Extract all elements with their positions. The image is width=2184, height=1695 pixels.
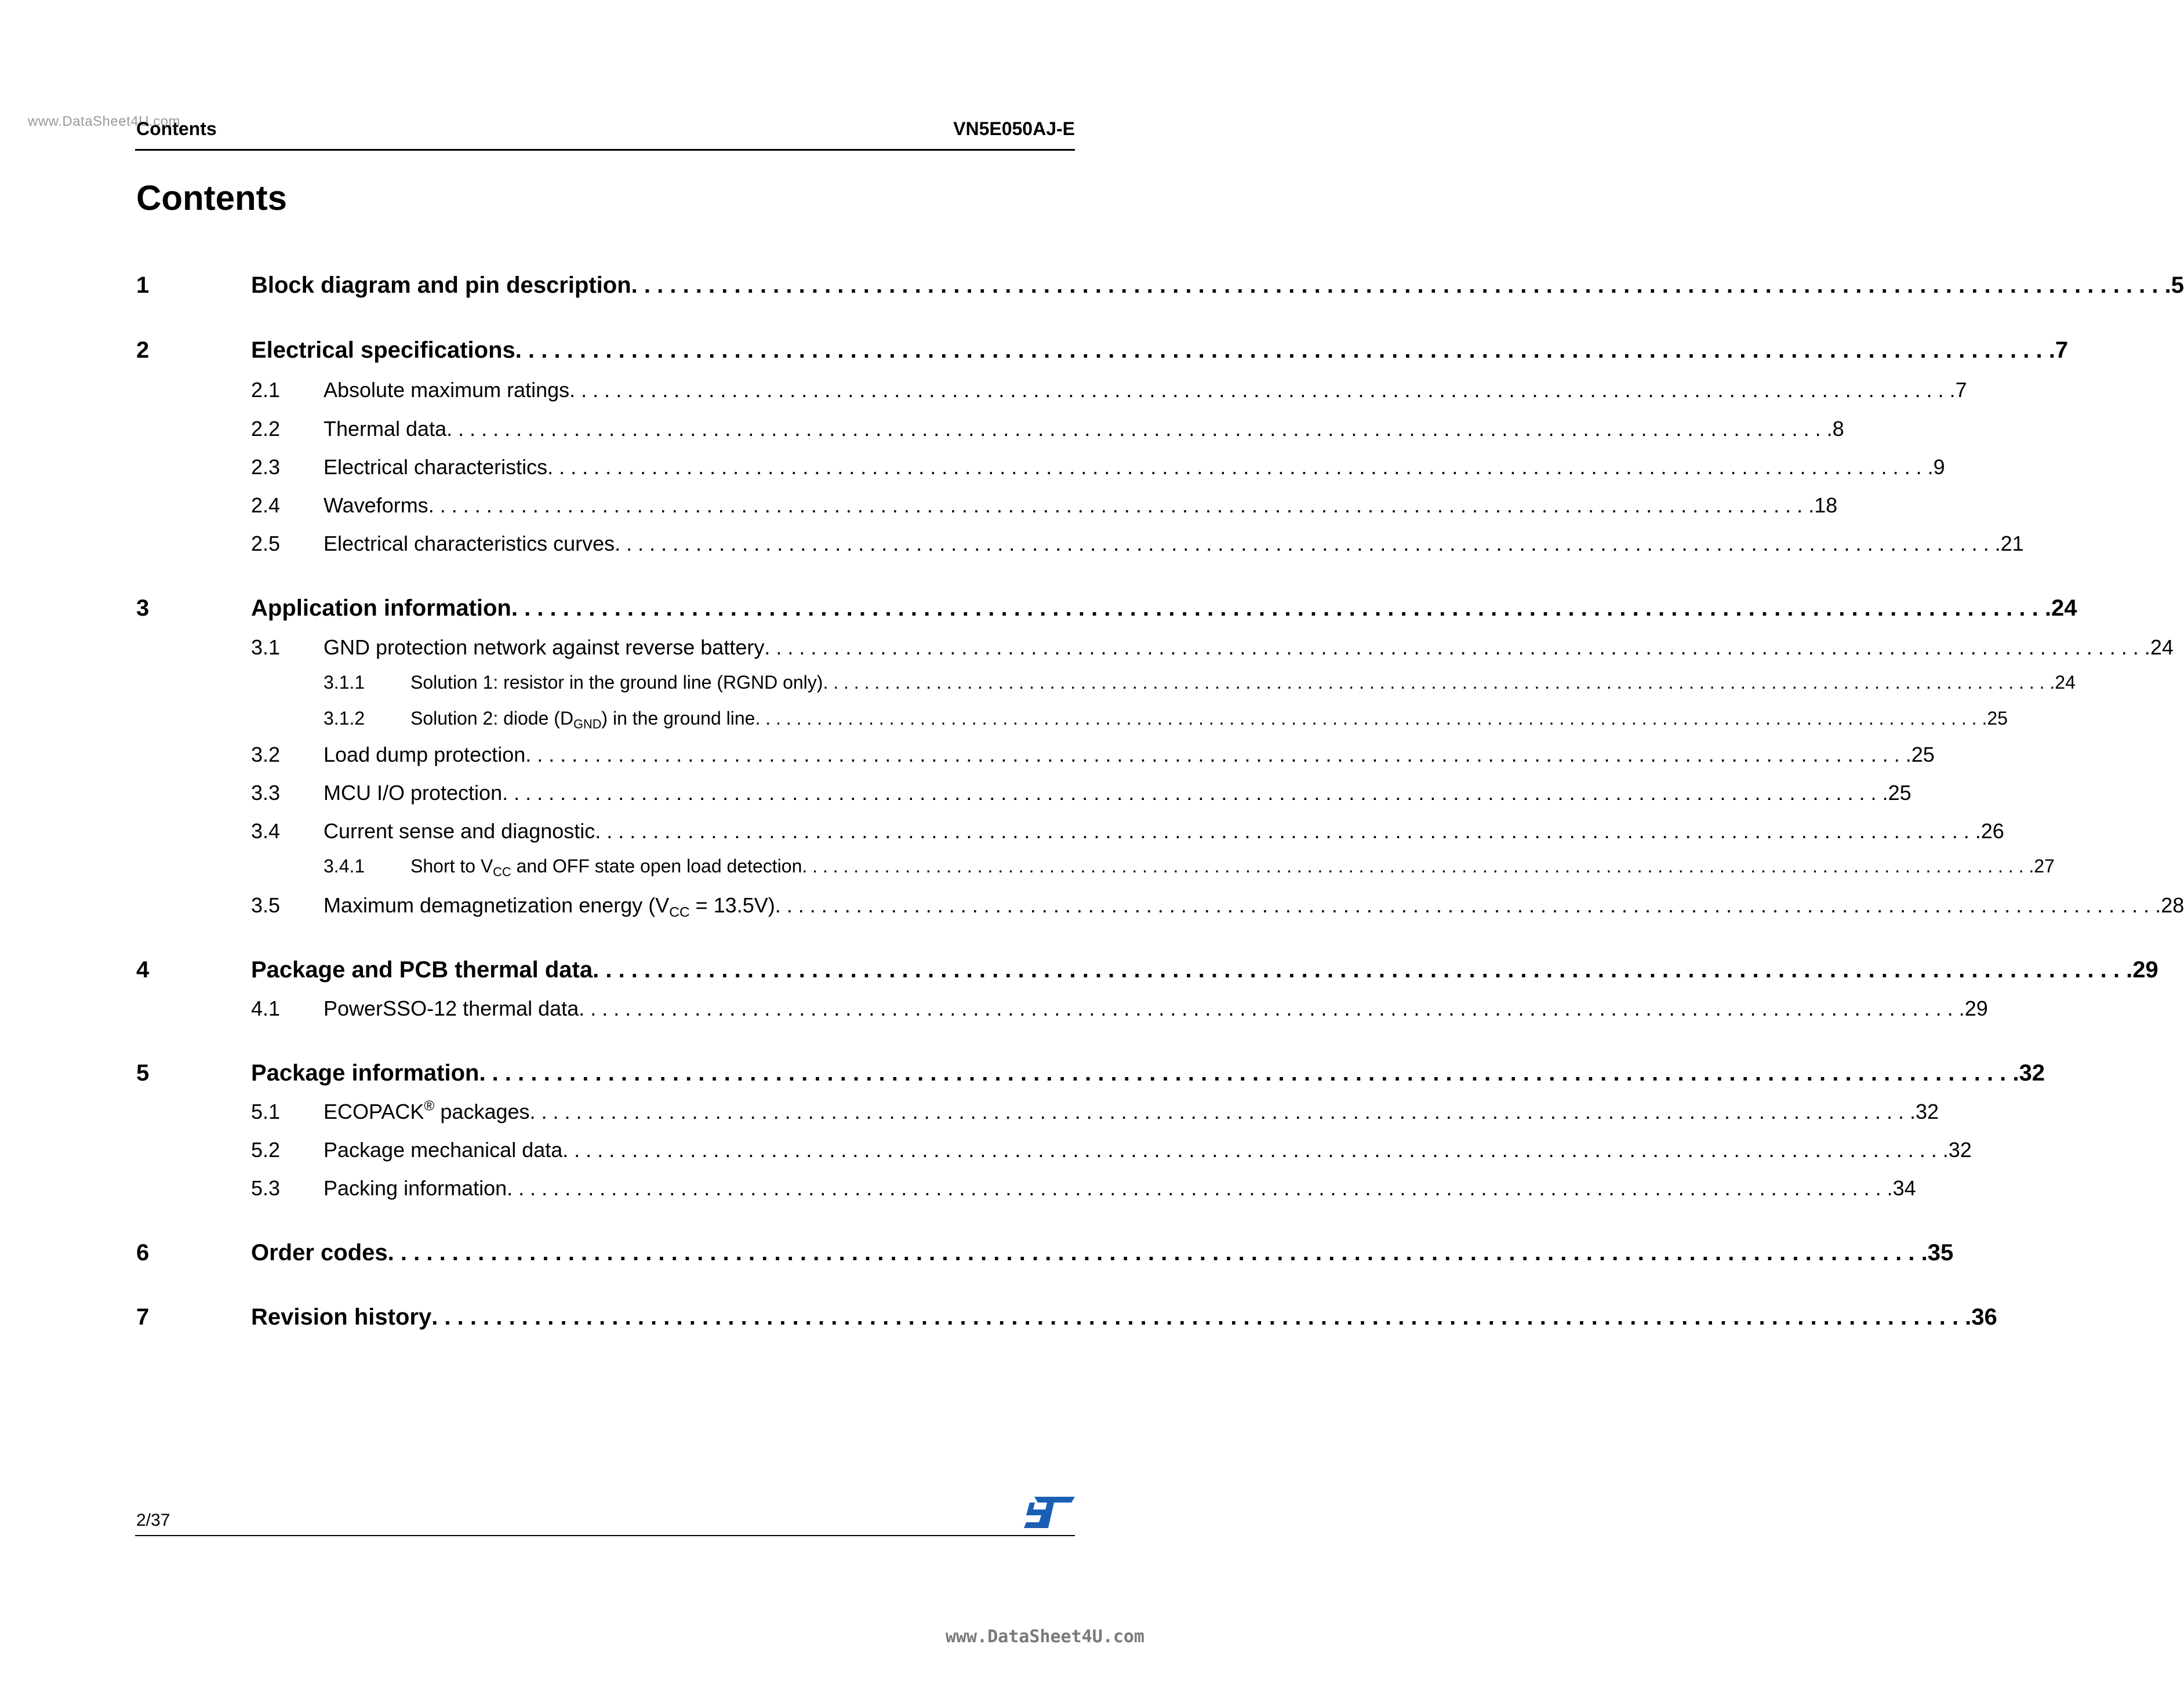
toc-entry-page: 24 bbox=[2055, 672, 2076, 693]
toc-entry-title: MCU I/O protection bbox=[324, 781, 503, 805]
toc-entry-page: 34 bbox=[1892, 1176, 1916, 1200]
toc-entry-page: 32 bbox=[1948, 1138, 1972, 1162]
toc-entry-title: Packing information bbox=[324, 1176, 507, 1200]
toc-dot-leader: . . . . . . . . . . . . . . . . . . . . . . . . . . . . . . . . . . . . . . . . . . . . . . . . . . . . . . . . . . . . . . . . . . . . . . . . . . . . . . . . . . . . . . . . . . . . . . . . . . . . . . . . . . . . . . . . . . . . . . . . bbox=[547, 455, 1934, 479]
toc-entry-page: 25 bbox=[1911, 743, 1935, 766]
toc-entry[interactable] bbox=[251, 1098, 1939, 1124]
toc-entry-title: Package mechanical data bbox=[324, 1138, 563, 1162]
toc-entry-number: 2.1 bbox=[251, 378, 281, 402]
toc-entry-number: 3.2 bbox=[251, 743, 281, 766]
toc-entry-title: Electrical characteristics bbox=[324, 455, 548, 479]
toc-entry[interactable] bbox=[136, 595, 2077, 621]
toc-entry-page: 8 bbox=[1832, 417, 1844, 441]
toc-entry-page: 35 bbox=[1927, 1240, 1954, 1265]
toc-entry-number: 3 bbox=[136, 595, 150, 621]
toc-entry[interactable] bbox=[324, 672, 2076, 693]
toc-entry-title: PowerSSO-12 thermal data bbox=[324, 996, 579, 1020]
toc-entry-title: GND protection network against reverse battery bbox=[324, 635, 765, 659]
toc-entry-page: 7 bbox=[2055, 337, 2069, 363]
toc-dot-leader: . . . . . . . . . . . . . . . . . . . . . . . . . . . . . . . . . . . . . . . . . . . . . . . . . . . . . . . . . . . . . . . . . . . . . . . . . . . . . . . . . . . . . . . . . . . . . . . . . . . . . . . . . . . . . . . . . . . . . . . . bbox=[511, 595, 2051, 621]
toc-entry-page: 25 bbox=[1888, 781, 1912, 805]
toc-entry[interactable] bbox=[251, 1138, 1972, 1162]
toc-entry[interactable] bbox=[136, 1304, 1997, 1330]
toc-entry-number: 2.4 bbox=[251, 493, 281, 517]
toc-entry[interactable] bbox=[251, 378, 1967, 402]
toc-entry-title: Revision history bbox=[251, 1304, 432, 1330]
toc-entry-page: 21 bbox=[2000, 532, 2024, 555]
toc-entry-title: Electrical specifications bbox=[251, 337, 515, 363]
toc-dot-leader: . . . . . . . . . . . . . . . . . . . . . . . . . . . . . . . . . . . . . . . . . . . . . . . . . . . . . . . . . . . . . . . . . . . . . . . . . . . . . . . . . . . . . . . . . . . . . . . . . . . . . . . . . . . . . . . . . . . . . . . . bbox=[562, 1138, 1949, 1162]
toc-entry-number: 7 bbox=[136, 1304, 150, 1330]
toc-dot-leader: . . . . . . . . . . . . . . . . . . . . . . . . . . . . . . . . . . . . . . . . . . . . . . . . . . . . . . . . . . . . . . . . . . . . . . . . . . . . . . . . . . . . . . . . . . . . . . . . . . . . . . . . . . . . . . . . . . . . . . . . bbox=[387, 1240, 1928, 1265]
toc-entry-number: 4 bbox=[136, 957, 150, 983]
header-rule bbox=[135, 149, 1075, 151]
toc-dot-leader: . . . . . . . . . . . . . . . . . . . . . . . . . . . . . . . . . . . . . . . . . . . . . . . . . . . . . . . . . . . . . . . . . . . . . . . . . . . . . . . . . . . . . . . . . . . . . . . . . . . . . . . . . . . . . . . . . . . . . . . . bbox=[431, 1304, 1972, 1330]
toc-dot-leader: . . . . . . . . . . . . . . . . . . . . . . . . . . . . . . . . . . . . . . . . . . . . . . . . . . . . . . . . . . . . . . . . . . . . . . . . . . . . . . . . . . . . . . . . . . . . . . . . . . . . . . . . . . . . . . . . . . . . . . . . bbox=[595, 819, 1981, 843]
toc-entry-number: 2.2 bbox=[251, 417, 281, 441]
toc-entry-number: 2 bbox=[136, 337, 150, 363]
toc-entry-number: 3.5 bbox=[251, 893, 281, 917]
header-doc-id: VN5E050AJ-E bbox=[953, 118, 1075, 139]
toc-entry-page: 25 bbox=[1987, 708, 2008, 729]
toc-entry-page: 18 bbox=[1814, 493, 1838, 517]
toc-entry-number: 2.5 bbox=[251, 532, 281, 555]
toc-entry-page: 36 bbox=[1971, 1304, 1997, 1330]
toc-dot-leader: . . . . . . . . . . . . . . . . . . . . . . . . . . . . . . . . . . . . . . . . . . . . . . . . . . . . . . . . . . . . . . . . . . . . . . . . . . . . . . . . . . . . . . . . . . . . . . . . . . . . . . . . . . . . . . . . . . . . . . . . bbox=[615, 532, 2001, 555]
toc-entry-page: 5 bbox=[2171, 272, 2184, 298]
toc-entry[interactable] bbox=[324, 856, 2055, 879]
toc-entry[interactable] bbox=[251, 996, 1988, 1021]
toc-entry[interactable] bbox=[251, 893, 2184, 921]
toc-entry-page: 24 bbox=[2051, 595, 2077, 621]
footer-rule bbox=[135, 1535, 1075, 1536]
toc-entry-title: Thermal data bbox=[324, 417, 447, 441]
st-logo-icon bbox=[1026, 1497, 1075, 1528]
toc-entry[interactable] bbox=[251, 417, 1844, 441]
toc-entry-page: 9 bbox=[1933, 455, 1945, 479]
toc-entry-number: 3.1 bbox=[251, 635, 281, 659]
toc-dot-leader: . . . . . . . . . . . . . . . . . . . . . . . . . . . . . . . . . . . . . . . . . . . . . . . . . . . . . . . . . . . . . . . . . . . . . . . . . . . . . . . . . . . . . . . . . . . . . . . . . . . . . . . . . . . . . . . . . . . . . . . . bbox=[764, 635, 2150, 659]
toc-entry-page: 28 bbox=[2161, 893, 2184, 917]
toc-entry-number: 3.4 bbox=[251, 819, 281, 843]
toc-dot-leader: . . . . . . . . . . . . . . . . . . . . . . . . . . . . . . . . . . . . . . . . . . . . . . . . . . . . . . . . . . . . . . . . . . . . . . . . . . . . . . . . . . . . . . . . . . . . . . . . . . . . . . . . . . . . . . . . . . . . . . . . bbox=[428, 493, 1815, 517]
toc-entry-page: 27 bbox=[2034, 856, 2055, 876]
toc-entry[interactable] bbox=[136, 957, 2158, 983]
toc-entry-title: Current sense and diagnostic bbox=[324, 819, 595, 843]
toc-entry-title: Package information bbox=[251, 1060, 479, 1086]
toc-dot-leader: . . . . . . . . . . . . . . . . . . . . . . . . . . . . . . . . . . . . . . . . . . . . . . . . . . . . . . . . . . . . . . . . . . . . . . . . . . . . . . . . . . . . . . . . . . . . . . . . . . . . . . . . . . . . . . . . . . . . . . . . bbox=[593, 957, 2133, 983]
toc-entry-number: 5.1 bbox=[251, 1100, 281, 1123]
toc-entry[interactable] bbox=[251, 781, 1912, 805]
toc-entry-page: 24 bbox=[2150, 635, 2174, 659]
toc-entry-page: 26 bbox=[1981, 819, 2004, 843]
toc-entry-title: Waveforms bbox=[324, 493, 428, 517]
toc-dot-leader: . . . . . . . . . . . . . . . . . . . . . . . . . . . . . . . . . . . . . . . . . . . . . . . . . . . . . . . . . . . . . . . . . . . . . . . . . . . . . . . . . . . . . . . . . . . . . . . . . . . . . . . . . . . . . . . . . . . . . . . . bbox=[579, 996, 1965, 1020]
toc-entry[interactable] bbox=[251, 743, 1935, 767]
toc-entry[interactable] bbox=[136, 1060, 2045, 1086]
toc-entry-title: Order codes bbox=[251, 1240, 388, 1265]
toc-dot-leader: . . . . . . . . . . . . . . . . . . . . . . . . . . . . . . . . . . . . . . . . . . . . . . . . . . . . . . . . . . . . . . . . . . . . . . . . . . . . . . . . . . . . . . . . . . . . . . . . . . . . . . . . . . . . . . . . . . . . . . . . bbox=[775, 893, 2161, 917]
toc-entry-title: Solution 2: diode $(D_{GND})$ in the ground line bbox=[410, 708, 755, 732]
toc-entry-number: 5 bbox=[136, 1060, 150, 1086]
toc-entry-title: Package and PCB thermal data bbox=[251, 957, 593, 983]
toc-entry-title: Application information bbox=[251, 595, 511, 621]
toc-entry-number: 3.1.1 bbox=[324, 672, 365, 693]
toc-entry-number: 3.3 bbox=[251, 781, 281, 805]
toc-dot-leader: . . . . . . . . . . . . . . . . . . . . . . . . . . . . . . . . . . . . . . . . . . . . . . . . . . . . . . . . . . . . . . . . . . . . . . . . . . . . . . . . . . . . . . . . . . . . . . . . . . . . . . . . . . . . . . . . . . . . . . . . bbox=[446, 417, 1833, 441]
toc-entry-page: 7 bbox=[1955, 378, 1967, 402]
toc-entry-number: 2.3 bbox=[251, 455, 281, 479]
header-section-title: Contents bbox=[136, 118, 217, 139]
toc-entry-number: 3.4.1 bbox=[324, 856, 365, 876]
watermark-top: www.DataSheet4U.com bbox=[28, 114, 180, 129]
toc-entry-title: ECOPACK® packages bbox=[324, 1098, 530, 1123]
toc-entry[interactable] bbox=[251, 1176, 1916, 1201]
toc-dot-leader: . . . . . . . . . . . . . . . . . . . . . . . . . . . . . . . . . . . . . . . . . . . . . . . . . . . . . . . . . . . . . . . . . . . . . . . . . . . . . . . . . . . . . . . . . . . . . . . . . . . . . . . . . . . . . . . . . . . . . . . . bbox=[529, 1100, 1916, 1123]
toc-entry[interactable] bbox=[251, 635, 2174, 660]
toc-entry[interactable] bbox=[251, 532, 2024, 556]
toc-entry[interactable] bbox=[136, 1240, 1954, 1266]
toc-entry-title: Solution 1: resistor in the ground line (RGND only) bbox=[410, 672, 823, 693]
toc-entry-number: 1 bbox=[136, 272, 150, 298]
toc-entry-number: 5.3 bbox=[251, 1176, 281, 1200]
toc-entry-title: Load dump protection bbox=[324, 743, 526, 766]
toc-dot-leader: . . . . . . . . . . . . . . . . . . . . . . . . . . . . . . . . . . . . . . . . . . . . . . . . . . . . . . . . . . . . . . . . . . . . . . . . . . . . . . . . . . . . . . . . . . . . . . . . . . . . . . . . . . . . . . . . . . . . . . . . bbox=[823, 672, 2055, 693]
toc-entry-page: 29 bbox=[2132, 957, 2158, 983]
toc-entry[interactable] bbox=[136, 337, 2069, 363]
toc-dot-leader: . . . . . . . . . . . . . . . . . . . . . . . . . . . . . . . . . . . . . . . . . . . . . . . . . . . . . . . . . . . . . . . . . . . . . . . . . . . . . . . . . . . . . . . . . . . . . . . . . . . . . . . . . . . . . . . . . . . . . . . . bbox=[515, 337, 2055, 363]
toc-dot-leader: . . . . . . . . . . . . . . . . . . . . . . . . . . . . . . . . . . . . . . . . . . . . . . . . . . . . . . . . . . . . . . . . . . . . . . . . . . . . . . . . . . . . . . . . . . . . . . . . . . . . . . . . . . . . . . . . . . . . . . . . bbox=[502, 781, 1888, 805]
toc-dot-leader: . . . . . . . . . . . . . . . . . . . . . . . . . . . . . . . . . . . . . . . . . . . . . . . . . . . . . . . . . . . . . . . . . . . . . . . . . . . . . . . . . . . . . . . . . . . . . . . . . . . . . . . . . . . . . . . . . . . . . . . . bbox=[755, 708, 1987, 729]
toc-entry-title: Maximum demagnetization energy $(V_{CC} = 13.5V)$ bbox=[324, 893, 775, 921]
toc-entry-title: Block diagram and pin description bbox=[251, 272, 631, 298]
toc-dot-leader: . . . . . . . . . . . . . . . . . . . . . . . . . . . . . . . . . . . . . . . . . . . . . . . . . . . . . . . . . . . . . . . . . . . . . . . . . . . . . . . . . . . . . . . . . . . . . . . . . . . . . . . . . . . . . . . . . . . . . . . . bbox=[507, 1176, 1893, 1200]
footer-page-number: 2/37 bbox=[136, 1511, 170, 1530]
toc-dot-leader: . . . . . . . . . . . . . . . . . . . . . . . . . . . . . . . . . . . . . . . . . . . . . . . . . . . . . . . . . . . . . . . . . . . . . . . . . . . . . . . . . . . . . . . . . . . . . . . . . . . . . . . . . . . . . . . . . . . . . . . . bbox=[569, 378, 1956, 402]
page-title: Contents bbox=[136, 179, 287, 217]
toc-entry-page: 32 bbox=[1915, 1100, 1939, 1123]
watermark-bottom: www.DataSheet4U.com bbox=[945, 1627, 1144, 1647]
toc-entry-page: 32 bbox=[2019, 1060, 2045, 1086]
toc-entry[interactable] bbox=[251, 493, 1838, 518]
toc-entry[interactable] bbox=[251, 455, 1945, 479]
toc-dot-leader: . . . . . . . . . . . . . . . . . . . . . . . . . . . . . . . . . . . . . . . . . . . . . . . . . . . . . . . . . . . . . . . . . . . . . . . . . . . . . . . . . . . . . . . . . . . . . . . . . . . . . . . . . . . . . . . . . . . . . . . . bbox=[525, 743, 1912, 766]
toc-entry[interactable] bbox=[251, 819, 2004, 843]
toc-entry-page: 29 bbox=[1964, 996, 1988, 1020]
toc-entry-number: 3.1.2 bbox=[324, 708, 365, 729]
toc-entry-number: 5.2 bbox=[251, 1138, 281, 1162]
toc-entry[interactable] bbox=[136, 272, 2184, 299]
toc-entry-title: Electrical characteristics curves bbox=[324, 532, 615, 555]
toc-entry-title: Absolute maximum ratings bbox=[324, 378, 570, 402]
toc-dot-leader: . . . . . . . . . . . . . . . . . . . . . . . . . . . . . . . . . . . . . . . . . . . . . . . . . . . . . . . . . . . . . . . . . . . . . . . . . . . . . . . . . . . . . . . . . . . . . . . . . . . . . . . . . . . . . . . . . . . . . . . . bbox=[802, 856, 2034, 876]
toc-entry-title: Short to $V_{CC}$ and OFF state open load detection bbox=[410, 856, 802, 879]
toc-entry-number: 4.1 bbox=[251, 996, 281, 1020]
toc-entry-number: 6 bbox=[136, 1240, 150, 1265]
toc-dot-leader: . . . . . . . . . . . . . . . . . . . . . . . . . . . . . . . . . . . . . . . . . . . . . . . . . . . . . . . . . . . . . . . . . . . . . . . . . . . . . . . . . . . . . . . . . . . . . . . . . . . . . . . . . . . . . . . . . . . . . . . . bbox=[631, 272, 2171, 298]
toc-entry[interactable] bbox=[324, 708, 2008, 732]
toc-dot-leader: . . . . . . . . . . . . . . . . . . . . . . . . . . . . . . . . . . . . . . . . . . . . . . . . . . . . . . . . . . . . . . . . . . . . . . . . . . . . . . . . . . . . . . . . . . . . . . . . . . . . . . . . . . . . . . . . . . . . . . . . bbox=[479, 1060, 2019, 1086]
